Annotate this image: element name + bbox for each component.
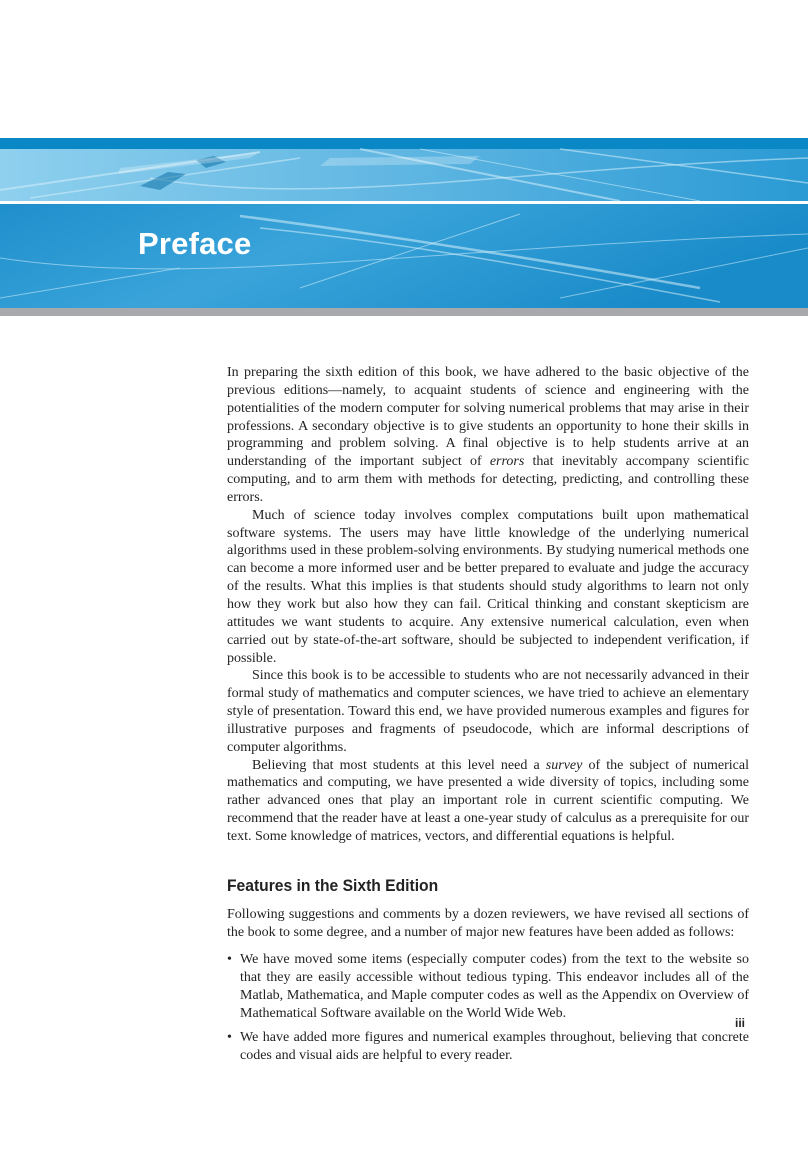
chapter-banner (0, 138, 808, 316)
section-heading: Features in the Sixth Edition (227, 875, 439, 895)
list-item-text: We have added more figures and numerical examples throughout, believing that concrete codes and visual aids are helpful to every reader. (240, 1029, 749, 1063)
paragraph-4-text-a: Believing that most students at this level need a (252, 757, 546, 773)
section-intro: Following suggestions and comments by a dozen reviewers, we have revised all sections of the book to some degree, and a number of major new features have been added as follows: (227, 906, 749, 940)
feature-list (227, 951, 749, 1064)
bullet-icon: • (227, 952, 232, 968)
list-item (227, 951, 749, 1022)
paragraph-1 (227, 364, 749, 507)
paragraph-1-text-b: that inevitably accompany scientific computing, and to arm them with methods for detecting, predicting, and controlling these errors. (227, 454, 749, 505)
emphasis-survey: survey (545, 757, 583, 773)
list-item-text: We have moved some items (especially computer codes) from the text to the website so that they are easily accessible without tedious typing. This endeavor includes all of the Matlab, Mathematica, and Maple computer codes as well as the Appendix on Overview of Mathematical Software available on the World Wide Web. (240, 952, 749, 1021)
preface-body (227, 364, 749, 1071)
page-number: iii (735, 1016, 746, 1030)
paragraph-1-text-a: In preparing the sixth edition of this book, we have adhered to the basic objective of the previous editions—namely, to acquaint students of science and engineering with the potentialities of the modern computer for solving numerical problems that may arise in their professions. A secondary objective is to give students an opportunity to hone their skills in programming and problem solving. A final objective is to help students arrive at an understanding of the important subject of (227, 365, 749, 470)
paragraph-2: Much of science today involves complex computations built upon mathematical software systems. The users may have little knowledge of the underlying numerical algorithms used in these problem-solving environments. By studying numerical methods one can become a more informed user and be better prepared to evaluate and judge the accuracy of the results. What this implies is that students should study algorithms to learn not only how they work but also how they can fail. Critical thinking and constant skepticism are attitudes we want students to acquire. Any extensive numerical calculation, even when carried out by state-of-the-art software, should be subjected to independent verification, if possible. (227, 507, 749, 666)
emphasis-errors: errors (489, 454, 525, 470)
list-item (227, 1029, 749, 1065)
paragraph-4 (227, 757, 749, 846)
paragraph-3: Since this book is to be accessible to students who are not necessarily advanced in their formal study of mathematics and computer sciences, we have tried to achieve an elementary style of presentation. Toward this end, we have provided numerous examples and figures for illustrative purposes and fragments of pseudocode, which are informal descriptions of computer algorithms. (227, 668, 749, 755)
paragraph-4-text-b: of the subject of numerical mathematics and computing, we have presented a wide diversity of topics, including some rather advanced ones that play an important role in current scientific computing. We recommend that the reader have at least a one-year study of calculus as a prerequisite for our text. Some knowledge of matrices, vectors, and differential equations is helpful. (227, 757, 749, 844)
chapter-title: Preface (138, 226, 252, 261)
bullet-icon: • (227, 1029, 232, 1045)
banner-graphic (0, 138, 808, 316)
